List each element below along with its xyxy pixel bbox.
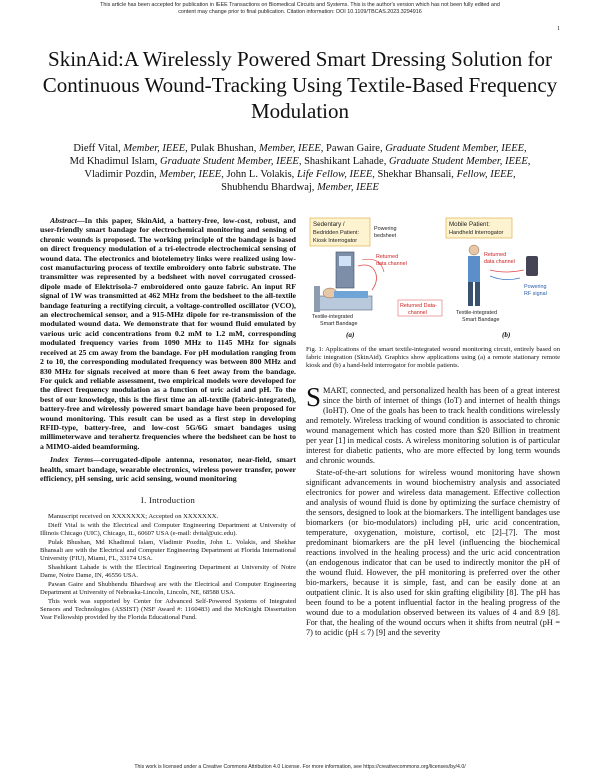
fig-label-data-channel: data channel: [376, 261, 407, 267]
handheld-interrogator: [526, 256, 538, 276]
footnote: Shashikant Lahade is with the Electrical Engineering Department at University of Notre Dame, Notre Dame, IN, 46556 USA.: [40, 564, 296, 580]
fig-label-textile-b: Textile-integrated: [456, 310, 498, 316]
author-name: Dieff Vital,: [73, 143, 124, 154]
author-membership: Graduate Student Member, IEEE: [160, 156, 299, 167]
mobile-patient-leg: [475, 282, 480, 306]
author-membership: Graduate Student Member, IEEE: [385, 143, 525, 154]
fig-label-mobile: Mobile Patient:: [449, 221, 490, 228]
bed-headboard: [314, 286, 320, 312]
author-membership: Member, IEEE: [317, 182, 379, 193]
author-line: [44, 155, 556, 168]
author-membership: Life Fellow, IEEE: [296, 169, 373, 180]
fig-label-returned: Returned: [376, 254, 399, 260]
author-name: Vladimir Pozdin,: [84, 169, 160, 180]
fig-label-handheld: Handheld Interrogator: [449, 230, 504, 236]
right-column: [306, 216, 560, 638]
footnote: Manuscript received on XXXXXXX; Accepted on XXXXXXX.: [48, 513, 219, 521]
data-wave-b: [490, 276, 520, 280]
author-name: , Pawan Gaire,: [320, 143, 386, 154]
fig-label-returned-b: Returned Data-: [400, 303, 437, 309]
author-line: [44, 168, 556, 181]
figure-1-illustration: [306, 216, 560, 340]
intro-paragraph-2: State-of-the-art solutions for wireless wound monitoring have shown significant advancements in wound biochemistry analysis and associated electronics for power and wireless data management. Effective collection and analysis of wound fluid is done by optimizing the surface chemistry of the sensors, designed to look at the biomarkers. The intelligent bandages use biomarkers (or bio-modulators) including pH, uric acid concentration, temperature, oxygenation, moisture, cortisol, etc [2]–[7]. The most predominant biomarkers are the pH level (influencing the biochemical reactions involved in the healing process) and the uric acid concentration (an endogenous indicator that can be used to indirectly monitor the pH of the wound fluid. However, the pH monitoring is preferred over the other bio-markers, because it is simple, fast, and can be easily done at an outpatient clinic. It is also used for skin grafting eligibility [8]. The pH has been found to be a potent influential factor in the healing progress of the wound due to a modulation observed between its values of 4 and 8.9 [8]. For that, the healing of the wound occurs when it shifts from neutral (pH = 7) to acidic (pH ≤ 7) [9] and the severity: [306, 468, 560, 637]
bottom-banner: This work is licensed under a Creative Commons Attribution 4.0 License. For more information, see https://creativecommons.org/licenses/by/4.0/: [134, 764, 466, 770]
abstract: [40, 216, 296, 451]
author-name: , John L. Volakis,: [221, 169, 297, 180]
footnote: This work was supported by Center for Advanced Self-Powered Systems of Integrated Sensors and Technologies (ASSIST) (NSF Award #: 1160483) and the McKnight Dissertation Year Fellowship provided by the Florida Educational Fund.: [40, 598, 296, 622]
author-membership: Member, IEEE: [159, 169, 222, 180]
author-line: [44, 181, 556, 194]
author-name: , Pulak Bhushan,: [185, 143, 259, 154]
footnote: Pulak Bhushan, Md Khadimul Islam, Vladimir Pozdin, John L. Volakis, and Shekhar Bhansali are with the Electrical and Computer Engineering Department at Florida International University (FIU), Miami, FL, 33174 USA.: [40, 539, 296, 563]
paper-title: SkinAid:A Wirelessly Powered Smart Dressing Solution for Continuous Wound-Tracking Using Textile-Based Frequency Modulation: [42, 47, 558, 123]
fig-panel-label-b: (b): [502, 331, 511, 339]
page-number: 1: [557, 26, 560, 32]
fig-panel-label-a: (a): [346, 331, 355, 339]
section-heading-introduction: I. Introduction: [140, 495, 196, 506]
footnote: Dieff Vital is with the Electrical and Computer Engineering Department at University of Illinois Chicago (UIC), Chicago, IL, 60607 USA (e-mail: dvital@uic.edu).: [40, 522, 296, 538]
abstract-lead: Abstract: [50, 216, 77, 225]
author-name: Shubhendu Bhardwaj,: [221, 182, 318, 193]
fig-label-bedridden: Bedridden Patient:: [313, 230, 360, 236]
author-membership: Member, IEEE: [258, 143, 321, 154]
author-separator: ,: [527, 156, 531, 167]
fig-label-rf-signal: RF signal: [524, 291, 547, 297]
index-terms: [40, 455, 296, 483]
mobile-patient-torso: [468, 256, 480, 282]
top-banner-line: This article has been accepted for publication in IEEE Transactions on Biomedical Circuits and Systems. This is the author's version which has not been fully edited and: [100, 2, 500, 8]
mobile-patient-leg: [468, 282, 473, 306]
author-name: , Shashikant Lahade,: [298, 156, 389, 167]
author-list: [44, 142, 556, 194]
intro-paragraph-1: [306, 382, 560, 466]
index-terms-text: —corrugated-dipole antenna, resonator, near-field, smart health, smart bandage, wearable electronics, wireless power transfer, power efficiency, pH sensing, uric acid sensing, wound monitoring: [40, 455, 296, 483]
fig-label-smart-bandage-b: Smart Bandage: [462, 317, 500, 323]
fig-label-bedsheet: bedsheet: [374, 233, 397, 239]
abstract-text: —In this paper, SkinAid, a battery-free, low-cost, robust, and user-friendly smart bandage for electrochemical monitoring and sensing of chronic wounds is proposed. The working principle of the bandage is based on direct frequency modulation of a tri-electrode electrochemical sensing of wound data. The electronics and biotelemetry links were realized using low-cost manufacturing process of textile embroidery onto fabric substrate. The transmitter was represented by a bedsheet with novel corrugated crossed-dipole made of Elektrisola-7 embroidered onto gauze fabric. An input RF signal of 1W was transmitted at 462 MHz from the bedsheet to the all-textile bandage featuring a rectifying circuit, a voltage-controlled oscillator (VCO), an electrochemical sensor, and a 915-MHz dipole for re-transmission of the modulated wound data. We demonstrate that for wound fluid emulated by various uric acid concentrations from 0.2 mM to 1.2 mM, corresponding modulated frequency varies from 1090 MHz to 1145 MHz for signals received at 25 cm away from the bandage. For pH modulation ranging from 2 to 10, the corresponding modulated frequency was between 800 MHz and 830 MHz for signals received at more than 6 feet away from the bandage. For quick and reliable assessment, two empirical models were developed for the direct frequency modulation as a function of uric acid and pH. To the best of our knowledge, this is the first time an all-textile (fabric-integrated), battery-free and wirelessly powered smart bandage have been proposed for wound monitoring. This result can be used as a first step in developing RFID-type, battery-free, and low-cost 5G/6G smart bandages using millimeterwave and terahertz frequencies where the bedsheet can be host to a MIMO-aided beamforming.: [40, 216, 296, 451]
kiosk-screen: [339, 256, 351, 266]
author-line: [44, 142, 556, 155]
index-terms-lead: Index Terms: [50, 455, 94, 465]
fig-label-kiosk: Kiosk Interrogator: [313, 238, 358, 244]
top-banner-line: content may change prior to final publication. Citation information: DOI 10.1109/TBCAS.2023.3294916: [178, 9, 422, 15]
drop-cap: S: [306, 382, 322, 412]
fig-label-powering-rf: Powering: [524, 284, 547, 290]
fig-label-returned-data-b2: Returned: [484, 252, 507, 258]
footnote: Pawan Gaire and Shubhendu Bhardwaj are with the Electrical and Computer Engineering Department at University of Nebraska-Lincoln, Lincoln, NE, 68588 USA.: [40, 581, 296, 597]
patient-body: [334, 291, 368, 298]
rf-wave-b: [490, 270, 524, 272]
top-banner: [0, 2, 600, 16]
introduction-body: [306, 382, 560, 638]
mobile-patient-head: [469, 245, 479, 255]
author-separator: ,: [512, 169, 516, 180]
fig-label-channel-b: channel: [408, 310, 427, 316]
author-separator: ,: [524, 143, 527, 154]
author-membership: Graduate Student Member, IEEE: [388, 156, 528, 167]
author-name: , Shekhar Bhansali,: [372, 169, 457, 180]
footnotes: [40, 513, 296, 622]
author-membership: Fellow, IEEE: [456, 169, 513, 180]
fig-label-smart-bandage-a: Smart Bandage: [320, 321, 358, 327]
figure-1: [306, 216, 560, 340]
fig-label-data-channel-b2: data channel: [484, 259, 515, 265]
author-name: Md Khadimul Islam,: [69, 156, 161, 167]
bed: [316, 296, 372, 310]
author-membership: Member, IEEE: [123, 143, 186, 154]
figure-caption: Fig. 1: Applications of the smart textile-integrated wound monitoring circuit, entirely based on fabric integration (SkinAid). Graphics show applications using (a) a remote stationary remote kiosk and (b) a hand-held interrogator for mobile patients.: [306, 346, 560, 369]
fig-label-sedentary: Sedentary /: [313, 221, 345, 228]
powering-wave-a: [358, 265, 377, 290]
intro-paragraph-1-text: MART, connected, and personalized health has been of a great interest since the birth of internet of things (IoT) and internet of health things (IoHT). One of the goals has been to track health conditions wirelessly and remotely. Wireless tracking of wound condition is associated to chronic wound management which has costed more than $20 Billion in treatment per year [1] in medical costs. A wireless monitoring solution is of particular interest for diabetic patients, who are more effected by long term wounds and chronic wounds.: [306, 386, 560, 465]
left-column: [40, 216, 296, 623]
fig-label-powering-bedsheet: Powering: [374, 226, 397, 232]
fig-label-textile-a: Textile-integrated: [312, 314, 354, 320]
